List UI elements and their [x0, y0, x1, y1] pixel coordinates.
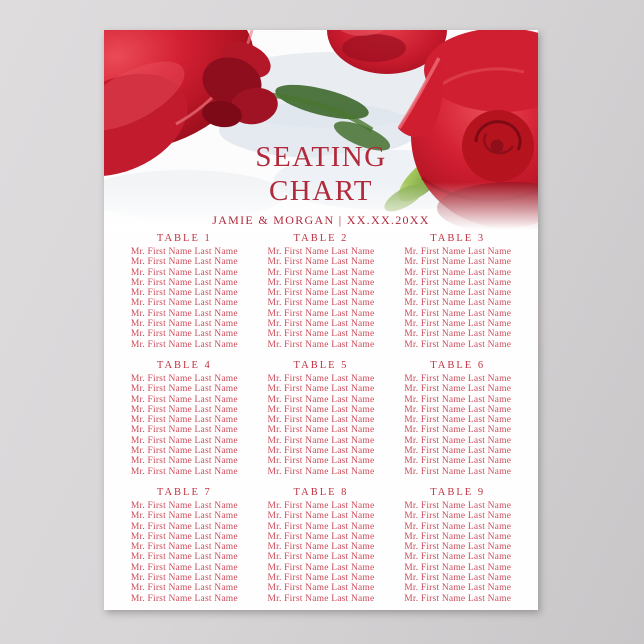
guest-name: Mr. First Name Last Name: [404, 531, 512, 542]
table-block: [391, 486, 524, 604]
guest-name: Mr. First Name Last Name: [404, 552, 512, 563]
guest-name: Mr. First Name Last Name: [130, 415, 238, 426]
guest-name: Mr. First Name Last Name: [404, 267, 512, 278]
guest-name: Mr. First Name Last Name: [404, 404, 512, 415]
guest-name: Mr. First Name Last Name: [130, 308, 238, 319]
table-title: TABLE 2: [293, 233, 349, 244]
guest-name: Mr. First Name Last Name: [267, 562, 375, 573]
table-title: TABLE 8: [293, 486, 349, 498]
guest-name: Mr. First Name Last Name: [267, 500, 375, 511]
table-block: [118, 486, 251, 604]
guest-name: Mr. First Name Last Name: [267, 511, 375, 522]
guest-name: Mr. First Name Last Name: [267, 394, 375, 405]
guest-name: Mr. First Name Last Name: [267, 384, 375, 395]
table-block: [391, 359, 524, 477]
guest-name: Mr. First Name Last Name: [130, 466, 238, 477]
guest-name: Mr. First Name Last Name: [267, 593, 375, 604]
guest-name: Mr. First Name Last Name: [130, 552, 238, 563]
table-block: [255, 232, 388, 350]
guest-name: Mr. First Name Last Name: [404, 247, 512, 257]
guest-name: Mr. First Name Last Name: [404, 521, 512, 532]
guest-name: Mr. First Name Last Name: [404, 319, 512, 330]
guest-name: Mr. First Name Last Name: [130, 500, 238, 511]
table-block: [118, 359, 251, 477]
guest-name: Mr. First Name Last Name: [267, 583, 375, 594]
guest-name: Mr. First Name Last Name: [404, 456, 512, 467]
guest-name: Mr. First Name Last Name: [404, 542, 512, 553]
guest-name: Mr. First Name Last Name: [404, 308, 512, 319]
guest-name: Mr. First Name Last Name: [130, 435, 238, 446]
guest-name: Mr. First Name Last Name: [130, 583, 238, 594]
guest-name: Mr. First Name Last Name: [404, 435, 512, 446]
guest-name: Mr. First Name Last Name: [404, 593, 512, 604]
guest-name: Mr. First Name Last Name: [267, 404, 375, 415]
guest-name: Mr. First Name Last Name: [130, 593, 238, 604]
guest-name: Mr. First Name Last Name: [130, 542, 238, 553]
guest-name: Mr. First Name Last Name: [130, 384, 238, 395]
guest-name: Mr. First Name Last Name: [404, 466, 512, 477]
guest-name: Mr. First Name Last Name: [267, 456, 375, 467]
guest-name: Mr. First Name Last Name: [404, 511, 512, 522]
guest-name: Mr. First Name Last Name: [130, 277, 238, 288]
guest-name: Mr. First Name Last Name: [267, 542, 375, 553]
guest-name: Mr. First Name Last Name: [404, 500, 512, 511]
guest-name: Mr. First Name Last Name: [404, 415, 512, 426]
guest-name: Mr. First Name Last Name: [130, 394, 238, 405]
guest-name: Mr. First Name Last Name: [267, 573, 375, 584]
seating-chart-poster: [104, 30, 538, 610]
poster-subtitle: JAMIE & MORGAN | XX.XX.20XX: [212, 213, 430, 227]
guest-name: Mr. First Name Last Name: [267, 435, 375, 446]
poster-title-line-1: SEATING: [255, 141, 387, 173]
guest-name: Mr. First Name Last Name: [404, 446, 512, 457]
guest-name: Mr. First Name Last Name: [404, 583, 512, 594]
guest-name: Mr. First Name Last Name: [267, 329, 375, 340]
guest-name: Mr. First Name Last Name: [130, 562, 238, 573]
guest-name: Mr. First Name Last Name: [267, 257, 375, 268]
guest-name: Mr. First Name Last Name: [130, 404, 238, 415]
guest-name: Mr. First Name Last Name: [267, 415, 375, 426]
table-title: TABLE 9: [430, 486, 486, 498]
guest-name: Mr. First Name Last Name: [267, 552, 375, 563]
guest-name: Mr. First Name Last Name: [130, 267, 238, 278]
poster-title-line-2: CHART: [268, 175, 374, 207]
table-block: [118, 232, 251, 350]
guest-name: Mr. First Name Last Name: [130, 298, 238, 309]
guest-name: Mr. First Name Last Name: [267, 446, 375, 457]
guest-name: Mr. First Name Last Name: [267, 308, 375, 319]
guest-name: Mr. First Name Last Name: [404, 288, 512, 299]
guest-name: Mr. First Name Last Name: [404, 373, 512, 384]
table-title: TABLE 3: [430, 233, 486, 244]
poster-header: [104, 140, 538, 228]
guest-name: Mr. First Name Last Name: [267, 277, 375, 288]
guest-name: Mr. First Name Last Name: [267, 531, 375, 542]
guest-name: Mr. First Name Last Name: [130, 521, 238, 532]
guest-name: Mr. First Name Last Name: [130, 373, 238, 384]
guest-name: Mr. First Name Last Name: [267, 298, 375, 309]
tables-grid: [118, 232, 524, 604]
guest-name: Mr. First Name Last Name: [130, 319, 238, 330]
guest-name: Mr. First Name Last Name: [130, 247, 238, 257]
guest-name: Mr. First Name Last Name: [267, 373, 375, 384]
table-title: TABLE 6: [430, 359, 486, 371]
guest-name: Mr. First Name Last Name: [130, 511, 238, 522]
guest-name: Mr. First Name Last Name: [130, 573, 238, 584]
guest-name: Mr. First Name Last Name: [267, 339, 375, 350]
guest-name: Mr. First Name Last Name: [130, 288, 238, 299]
table-title: TABLE 4: [156, 359, 212, 371]
guest-name: Mr. First Name Last Name: [404, 257, 512, 268]
guest-name: Mr. First Name Last Name: [130, 456, 238, 467]
guest-name: Mr. First Name Last Name: [130, 329, 238, 340]
table-title: TABLE 1: [156, 233, 212, 244]
guest-name: Mr. First Name Last Name: [404, 329, 512, 340]
guest-name: Mr. First Name Last Name: [404, 298, 512, 309]
guest-name: Mr. First Name Last Name: [130, 531, 238, 542]
guest-name: Mr. First Name Last Name: [267, 319, 375, 330]
table-title: TABLE 5: [293, 359, 349, 371]
guest-name: Mr. First Name Last Name: [130, 446, 238, 457]
guest-name: Mr. First Name Last Name: [404, 277, 512, 288]
table-title: TABLE 7: [156, 486, 212, 498]
guest-name: Mr. First Name Last Name: [267, 267, 375, 278]
guest-name: Mr. First Name Last Name: [267, 425, 375, 436]
guest-name: Mr. First Name Last Name: [130, 257, 238, 268]
guest-name: Mr. First Name Last Name: [404, 384, 512, 395]
guest-name: Mr. First Name Last Name: [267, 521, 375, 532]
table-block: [255, 486, 388, 604]
guest-name: Mr. First Name Last Name: [130, 339, 238, 350]
guest-name: Mr. First Name Last Name: [404, 339, 512, 350]
guest-name: Mr. First Name Last Name: [130, 425, 238, 436]
guest-name: Mr. First Name Last Name: [267, 466, 375, 477]
table-block: [255, 359, 388, 477]
guest-name: Mr. First Name Last Name: [404, 562, 512, 573]
guest-name: Mr. First Name Last Name: [267, 288, 375, 299]
guest-name: Mr. First Name Last Name: [404, 573, 512, 584]
guest-name: Mr. First Name Last Name: [404, 394, 512, 405]
guest-name: Mr. First Name Last Name: [267, 247, 375, 257]
guest-name: Mr. First Name Last Name: [404, 425, 512, 436]
table-block: [391, 232, 524, 350]
